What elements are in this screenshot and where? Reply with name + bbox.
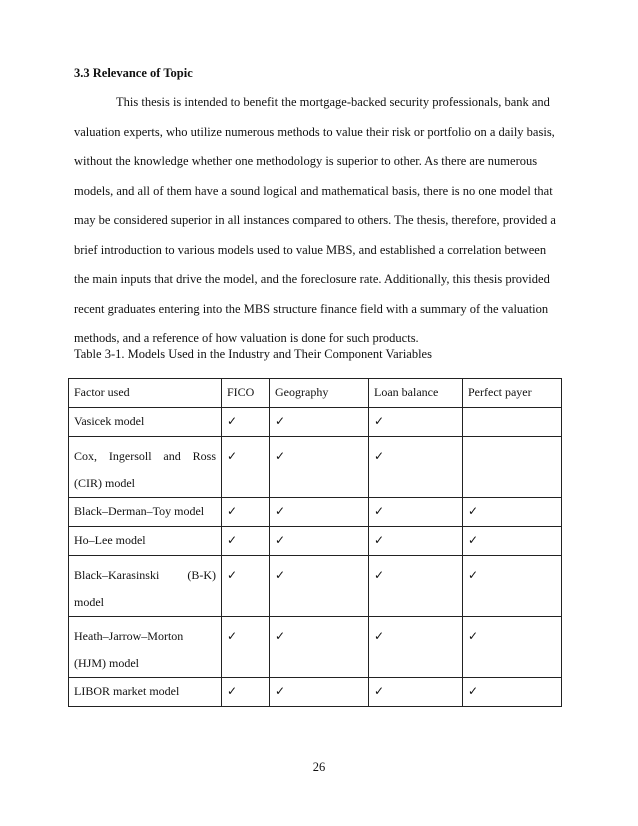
check-cell-fico bbox=[222, 556, 270, 617]
model-name-line: (CIR) model bbox=[74, 476, 135, 490]
model-name-line: Vasicek model bbox=[74, 414, 145, 428]
table-caption: Table 3-1. Models Used in the Industry and Their Component Variables bbox=[74, 347, 432, 361]
model-name-line: Black–Derman–Toy model bbox=[74, 504, 205, 518]
paragraph-line: This thesis is intended to benefit the mortgage-backed security professionals, bank and bbox=[116, 95, 550, 109]
check-cell-loan-balance bbox=[369, 527, 463, 556]
model-name-cell bbox=[69, 408, 222, 437]
check-cell-fico bbox=[222, 527, 270, 556]
table-row bbox=[69, 556, 562, 617]
page-number: 26 bbox=[312, 760, 326, 774]
check-cell-perfect-payer bbox=[463, 556, 562, 617]
checkmark-icon: ✓ bbox=[227, 414, 238, 428]
checkmark-icon: ✓ bbox=[275, 568, 286, 582]
paragraph-line: recent graduates entering into the MBS structure finance field with a summary of the valuation bbox=[74, 301, 549, 316]
check-cell-geography bbox=[270, 498, 369, 527]
paragraph-line: without the knowledge whether one methodology is superior to other. As there are numerous bbox=[74, 154, 538, 168]
checkmark-icon: ✓ bbox=[468, 684, 479, 698]
check-cell-perfect-payer bbox=[463, 678, 562, 707]
checkmark-icon: ✓ bbox=[275, 449, 286, 463]
check-cell-loan-balance bbox=[369, 556, 463, 617]
checkmark-icon: ✓ bbox=[227, 568, 238, 582]
checkmark-icon: ✓ bbox=[374, 629, 385, 643]
checkmark-icon: ✓ bbox=[374, 504, 385, 518]
checkmark-icon: ✓ bbox=[227, 449, 238, 463]
table-row bbox=[69, 617, 562, 678]
check-cell-geography bbox=[270, 556, 369, 617]
paragraph-line: models, and all of them have a sound logical and mathematical basis, there is no one model that bbox=[74, 183, 553, 198]
check-cell-loan-balance bbox=[369, 617, 463, 678]
paragraph-line: valuation experts, who utilize numerous methods to value their risk or portfolio on a daily basis, bbox=[74, 124, 555, 139]
model-name-line: Ho–Lee model bbox=[74, 533, 146, 547]
model-name-cell bbox=[69, 556, 222, 617]
checkmark-icon: ✓ bbox=[374, 414, 385, 428]
header-loan-balance: Loan balance bbox=[369, 379, 463, 408]
table-row bbox=[69, 498, 562, 527]
header-fico: FICO bbox=[222, 379, 270, 408]
table-row bbox=[69, 678, 562, 707]
model-name-cell bbox=[69, 498, 222, 527]
table-row bbox=[69, 437, 562, 498]
check-cell-perfect-payer bbox=[463, 527, 562, 556]
header-factor-used: Factor used bbox=[69, 379, 222, 408]
checkmark-icon: ✓ bbox=[374, 684, 385, 698]
model-name-line: Black–Karasinski (B-K) bbox=[74, 568, 216, 582]
check-cell-fico bbox=[222, 678, 270, 707]
checkmark-icon: ✓ bbox=[227, 629, 238, 643]
check-cell-loan-balance bbox=[369, 498, 463, 527]
table-row bbox=[69, 527, 562, 556]
models-table bbox=[68, 378, 562, 707]
section-heading: 3.3 Relevance of Topic bbox=[74, 66, 193, 80]
header-perfect-payer: Perfect payer bbox=[463, 379, 562, 408]
check-cell-geography bbox=[270, 527, 369, 556]
checkmark-icon: ✓ bbox=[227, 684, 238, 698]
check-cell-perfect-payer bbox=[463, 437, 562, 498]
check-cell-geography bbox=[270, 408, 369, 437]
model-name-cell bbox=[69, 527, 222, 556]
checkmark-icon: ✓ bbox=[275, 629, 286, 643]
checkmark-icon: ✓ bbox=[468, 629, 479, 643]
model-name-cell bbox=[69, 678, 222, 707]
model-name-line: model bbox=[74, 595, 104, 609]
check-cell-geography bbox=[270, 678, 369, 707]
checkmark-icon: ✓ bbox=[374, 568, 385, 582]
check-cell-fico bbox=[222, 617, 270, 678]
paragraph-line: may be considered superior in all instances compared to others. The thesis, therefore, provided a bbox=[74, 213, 556, 227]
check-cell-perfect-payer bbox=[463, 498, 562, 527]
check-cell-geography bbox=[270, 437, 369, 498]
checkmark-icon: ✓ bbox=[275, 684, 286, 698]
checkmark-icon: ✓ bbox=[374, 449, 385, 463]
checkmark-icon: ✓ bbox=[468, 504, 479, 518]
model-name-cell bbox=[69, 437, 222, 498]
checkmark-icon: ✓ bbox=[227, 504, 238, 518]
check-cell-perfect-payer bbox=[463, 617, 562, 678]
checkmark-icon: ✓ bbox=[275, 533, 286, 547]
table-header-row bbox=[69, 379, 562, 408]
model-name-line: Cox, Ingersoll and Ross bbox=[74, 449, 216, 463]
paragraph-line: the main inputs that drive the model, and the foreclosure rate. Additionally, this thesis provided bbox=[74, 272, 550, 286]
header-geography: Geography bbox=[270, 379, 369, 408]
check-cell-fico bbox=[222, 408, 270, 437]
check-cell-perfect-payer bbox=[463, 408, 562, 437]
checkmark-icon: ✓ bbox=[275, 504, 286, 518]
paragraph-line: brief introduction to various models used to value MBS, and established a correlation between bbox=[74, 242, 547, 257]
body-paragraph bbox=[74, 88, 574, 354]
checkmark-icon: ✓ bbox=[275, 414, 286, 428]
checkmark-icon: ✓ bbox=[374, 533, 385, 547]
checkmark-icon: ✓ bbox=[468, 533, 479, 547]
checkmark-icon: ✓ bbox=[227, 533, 238, 547]
check-cell-geography bbox=[270, 617, 369, 678]
check-cell-loan-balance bbox=[369, 408, 463, 437]
checkmark-icon: ✓ bbox=[468, 568, 479, 582]
check-cell-loan-balance bbox=[369, 437, 463, 498]
model-name-line: LIBOR market model bbox=[74, 684, 180, 698]
model-name-line: (HJM) model bbox=[74, 656, 139, 670]
table-row bbox=[69, 408, 562, 437]
model-name-line: Heath–Jarrow–Morton bbox=[74, 629, 184, 643]
check-cell-fico bbox=[222, 498, 270, 527]
table-body bbox=[69, 408, 562, 707]
check-cell-fico bbox=[222, 437, 270, 498]
paragraph-line: methods, and a reference of how valuation is done for such products. bbox=[74, 331, 419, 345]
check-cell-loan-balance bbox=[369, 678, 463, 707]
model-name-cell bbox=[69, 617, 222, 678]
